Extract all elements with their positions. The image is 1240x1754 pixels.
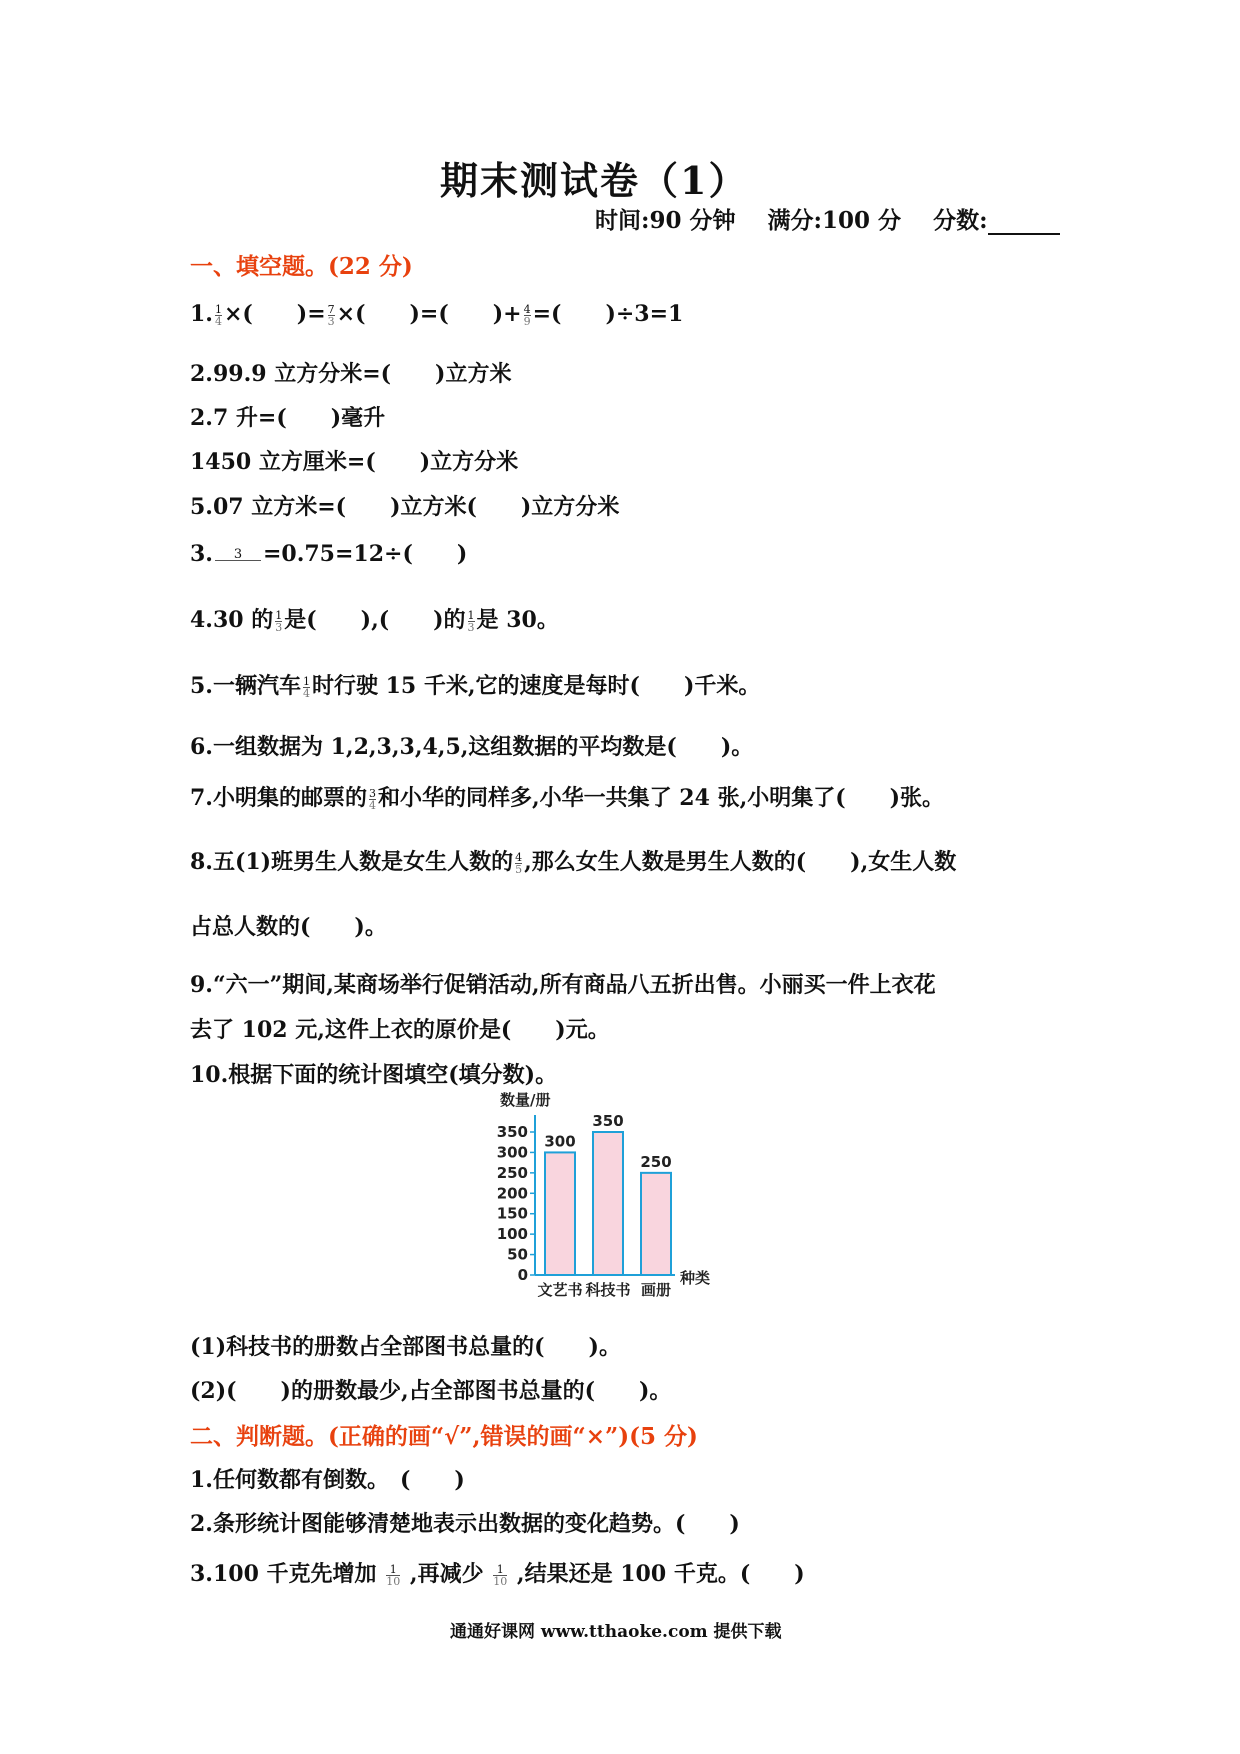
question-10: 10.根据下面的统计图填空(填分数)。: [190, 1062, 558, 1088]
category-label: 文艺书: [537, 1281, 583, 1299]
question-5: 5.一辆汽车 $\frac{1}{4}$ 时行驶 15 千米,它的速度是每时( )千米。: [190, 673, 761, 700]
y-tick-label: 100: [496, 1225, 528, 1244]
question-10-2: (2)( )的册数最少,占全部图书总量的( )。: [190, 1378, 672, 1404]
y-tick-label: 350: [496, 1123, 528, 1141]
score-blank[interactable]: [988, 211, 1060, 235]
bar-value-label: 300: [544, 1132, 576, 1151]
y-tick-label: 300: [496, 1143, 528, 1162]
fraction: $\frac{1}{10}$: [386, 1562, 401, 1588]
fraction: $\frac{4}{5}$: [515, 850, 523, 876]
y-tick-label: 200: [496, 1184, 528, 1203]
question-8a: 8.五(1)班男生人数是女生人数的 $\frac{4}{5}$ ,那么女生人数是男生人数的( ),女生人数: [190, 849, 957, 876]
fraction: $\frac{1}{4}$: [302, 674, 310, 700]
score-label: 分数:: [933, 207, 988, 234]
question-2a: 2.99.9 立方分米=( )立方米: [190, 361, 512, 387]
y-axis-label: 数量/册: [500, 1091, 551, 1109]
question-7: 7.小明集的邮票的 $\frac{3}{4}$ 和小华的同样多,小华一共集了 24 张,小明集了( )张。: [190, 785, 945, 812]
question-4: 4.30 的 $\frac{1}{3}$ 是( ),( )的 $\frac{1}{3}$ 是 30。: [190, 607, 559, 634]
judge-question-3: 3.100 千克先增加 $\frac{1}{10}$ ,再减少 $\frac{1}{10}$ ,结果还是 100 千克。( ): [190, 1561, 805, 1588]
bar-value-label: 250: [640, 1152, 672, 1171]
y-tick-label: 0: [517, 1266, 528, 1284]
fraction: $\frac{7}{3}$: [327, 302, 335, 328]
y-tick-label: 250: [496, 1163, 528, 1182]
fraction: $\frac{1}{3}$: [275, 608, 283, 634]
x-axis-label: 种类: [680, 1269, 711, 1287]
judge-question-2: 2.条形统计图能够清楚地表示出数据的变化趋势。( ): [190, 1511, 740, 1537]
full-score: 满分:100 分: [767, 207, 902, 234]
section2-heading: 二、判断题。(正确的画“√”,错误的画“×”)(5 分): [190, 1423, 698, 1450]
fraction: $\frac{4}{9}$: [523, 302, 531, 328]
page-title: 期末测试卷（1）: [440, 158, 749, 203]
judge-question-1: 1.任何数都有倒数。 ( ): [190, 1467, 465, 1493]
question-8b: 占总人数的( )。: [190, 914, 387, 940]
book-bar-chart: [490, 1090, 760, 1305]
bar-value-label: 350: [592, 1112, 624, 1130]
category-label: 画册: [640, 1281, 672, 1299]
question-3: 3. 3 =0.75=12÷( ): [190, 541, 468, 567]
question-6: 6.一组数据为 1,2,3,3,4,5,这组数据的平均数是( )。: [190, 734, 754, 760]
fraction: $\frac{3}{4}$: [368, 786, 376, 812]
question-2b: 2.7 升=( )毫升: [190, 405, 386, 431]
fraction: $\frac{1}{3}$: [467, 608, 475, 634]
fraction: $\frac{1}{10}$: [493, 1562, 508, 1588]
y-tick-label: 50: [507, 1245, 528, 1264]
bar-3: [641, 1173, 671, 1275]
question-9b: 去了 102 元,这件上衣的原价是( )元。: [190, 1017, 610, 1043]
bar-2: [593, 1132, 623, 1275]
time-limit: 时间:90 分钟: [595, 207, 736, 234]
footer-source: 通通好课网 www.tthaoke.com 提供下载: [450, 1622, 782, 1642]
fraction: $\frac{1}{4}$: [214, 302, 222, 328]
section1-heading: 一、填空题。(22 分): [190, 253, 413, 280]
question-9a: 9.“六一”期间,某商场举行促销活动,所有商品八五折出售。小丽买一件上衣花: [190, 972, 936, 998]
question-2d: 5.07 立方米=( )立方米( )立方分米: [190, 494, 620, 520]
y-tick-label: 150: [496, 1204, 528, 1223]
category-label: 科技书: [585, 1281, 631, 1299]
bar-1: [545, 1152, 575, 1275]
question-2c: 1450 立方厘米=( )立方分米: [190, 449, 519, 475]
exam-meta: [595, 202, 1060, 235]
question-10-1: (1)科技书的册数占全部图书总量的( )。: [190, 1334, 621, 1360]
fraction: 3: [215, 549, 261, 561]
question-1: 1. $\frac{1}{4}$ ×( )= $\frac{7}{3}$ ×( )=( )+ $\frac{4}{9}$ =( )÷3=1: [190, 301, 684, 328]
